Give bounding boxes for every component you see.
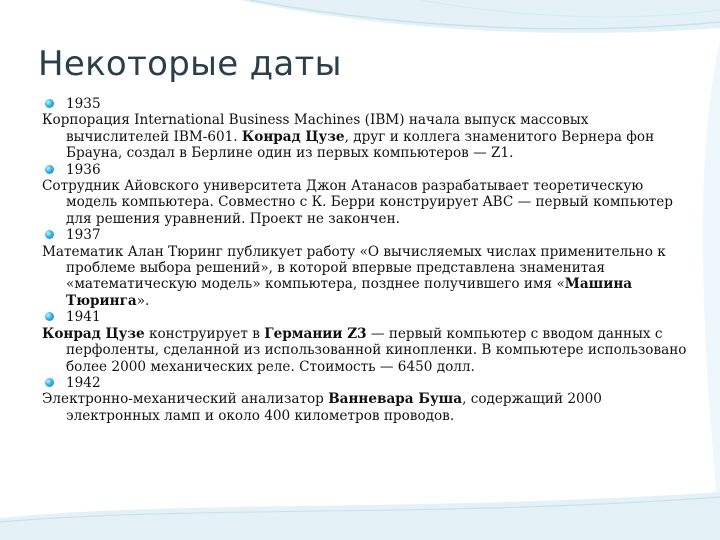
year-label: 1937 bbox=[66, 227, 101, 244]
year-label: 1942 bbox=[66, 374, 101, 391]
year-description bbox=[42, 112, 692, 161]
year-label: 1936 bbox=[66, 161, 101, 178]
year-description bbox=[42, 391, 692, 424]
bullet-icon bbox=[45, 165, 54, 174]
year-description bbox=[42, 326, 692, 375]
year-item bbox=[42, 227, 692, 243]
page-title: Некоторые даты bbox=[38, 44, 342, 84]
year-label: 1941 bbox=[66, 309, 101, 326]
description-text: , содержащий 2000 электронных ламп и около 400 километров проводов. bbox=[66, 391, 602, 424]
highlighted-text: Конрад Цузе bbox=[42, 325, 145, 342]
highlighted-text: Ванневара Буша bbox=[328, 391, 463, 408]
year-description bbox=[42, 178, 692, 227]
year-label: 1935 bbox=[66, 96, 101, 112]
bullet-icon bbox=[45, 312, 54, 321]
year-item bbox=[42, 375, 692, 391]
highlighted-text: Машина Тюринга bbox=[66, 276, 633, 309]
description-text: Сотрудник Айовского университета Джон Атанасов разрабатывает теоретическую модель компьютера. Совместно с К. Берри конструирует ABC — первый компьютер для решения уравнений. Проект не закончен. bbox=[42, 178, 673, 227]
year-item bbox=[42, 162, 692, 178]
year-description bbox=[42, 244, 692, 310]
description-text: , друг и коллега знаменитого Вернера фон Брауна, создал в Берлине один из первых компьютеров — Z1. bbox=[66, 128, 655, 162]
wave-right-fill bbox=[703, 40, 720, 540]
description-text: Электронно-механический анализатор bbox=[42, 391, 329, 408]
bullet-icon bbox=[45, 99, 54, 108]
highlighted-text: Конрад Цузе bbox=[241, 128, 345, 145]
year-item bbox=[42, 309, 692, 325]
description-text: ». bbox=[136, 292, 150, 309]
bullet-icon bbox=[45, 230, 54, 239]
description-text: конструирует в bbox=[144, 325, 265, 342]
timeline-list bbox=[42, 96, 692, 424]
description-text: — первый компьютер с вводом данных с перфоленты, сделанной из использованной кинопленки. В компьютере использовано более 2000 механических реле. Стоимость — 6450 долл. bbox=[66, 325, 687, 375]
description-text: Математик Алан Тюринг публикует работу «О вычисляемых числах применительно к проблеме выбора решений», в которой впервые представлена знаменитая «математическую модель» компьютера, позднее получившего имя « bbox=[42, 243, 666, 293]
bullet-icon bbox=[45, 378, 54, 387]
highlighted-text: Германии Z3 bbox=[264, 325, 367, 342]
description-text: Корпорация International Business Machines (IBM) начала выпуск массовых вычислителей IBM-601. bbox=[42, 112, 589, 145]
year-item bbox=[42, 96, 692, 112]
